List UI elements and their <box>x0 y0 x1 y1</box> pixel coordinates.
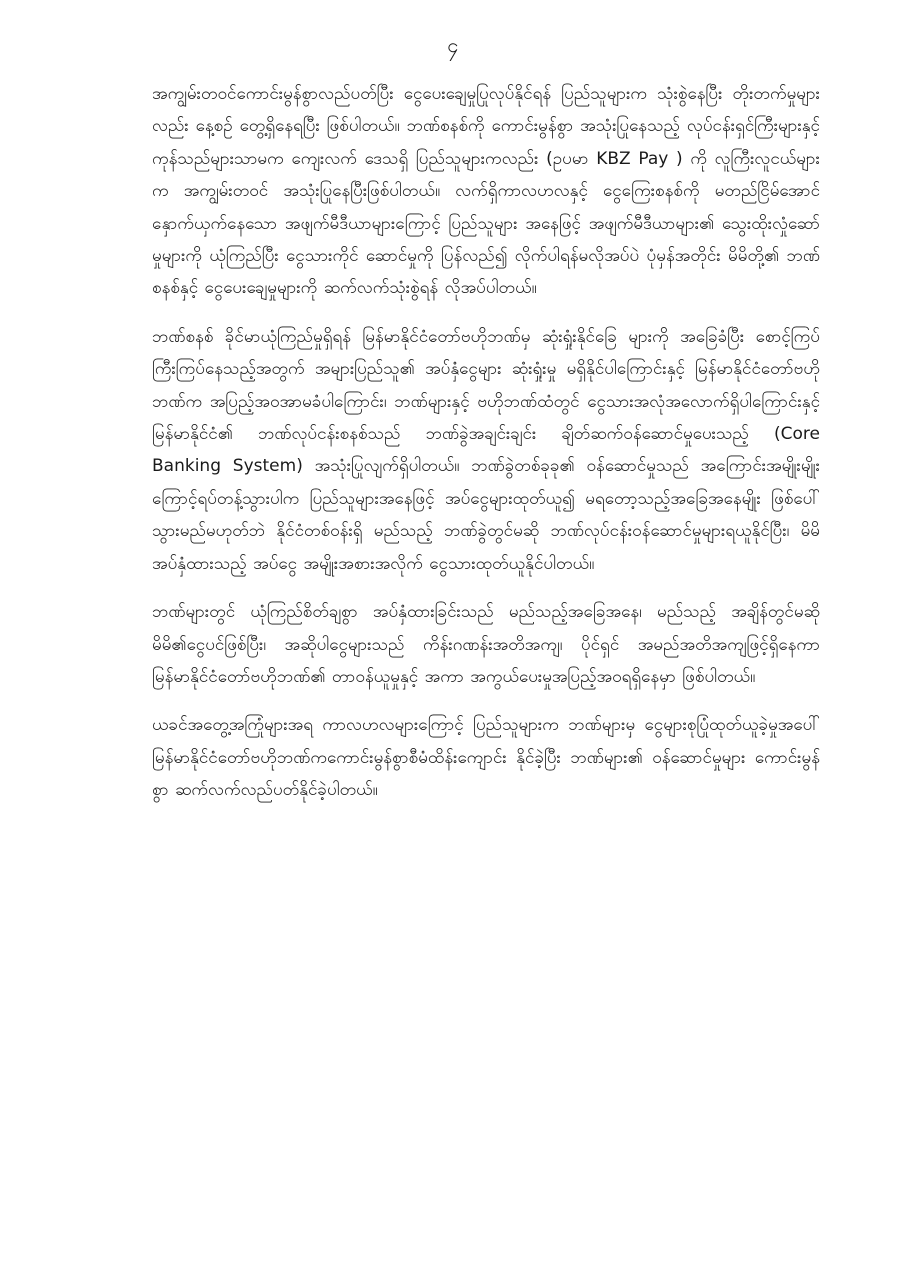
document-body <box>152 78 820 823</box>
paragraph-1: အကျွမ်းတဝင်ကောင်းမွန်စွာလည်ပတ်ပြီး ငွေပေးချေမှုပြုလုပ်နိုင်ရန် ပြည်သူများက သုံးစွဲနေပြီး တိုးတက်မှုများလည်း နေ့စဉ် တွေ့ရှိနေရပြီး ဖြစ်ပါတယ်။ ဘဏ်စနစ်ကို ကောင်းမွန်စွာ အသုံးပြုနေသည့် လုပ်ငန်းရှင်ကြီးများနှင့် ကုန်သည်များသာမက ကျေးလက် ဒေသရှိ ပြည်သူများကလည်း (ဥပမာ KBZ Pay ) ကို လူကြီးလူငယ်များက အကျွမ်းတဝင် အသုံးပြုနေပြီးဖြစ်ပါတယ်။ လက်ရှိကာလဟလနှင့် ငွေကြေးစနစ်ကို မတည်ငြိမ်အောင် နှောက်ယှက်နေသော အဖျက်မီဒီယာများကြောင့် ပြည်သူများ အနေဖြင့် အဖျက်မီဒီယာများ၏ သွေးထိုးလှုံဆော်မှုများကို ယုံကြည်ပြီး ငွေသားကိုင် ဆောင်မှုကို ပြန်လည်၍ လိုက်ပါရန်မလိုအပ်ပဲ ပုံမှန်အတိုင်း မိမိတို့၏ ဘဏ်စနစ်နှင့် ငွေပေးချေမှုများကို ဆက်လက်သုံးစွဲရန် လိုအပ်ပါတယ်။ <box>152 84 820 299</box>
paragraph-3: ဘဏ်များတွင် ယုံကြည်စိတ်ချစွာ အပ်နှံထားခြင်းသည် မည်သည့်အခြေအနေ၊ မည်သည့် အချိန်တွင်မဆို မိမိ၏ငွေပင်ဖြစ်ပြီး၊ အဆိုပါငွေများသည် ကိန်းဂဏန်းအတိအကျ၊ ပိုင်ရှင် အမည်အတိအကျဖြင့်ရှိနေကာ မြန်မာနိုင်ငံတော်ဗဟိုဘဏ်၏ တာဝန်ယူမှုနှင့် အကာ အကွယ်ပေးမှုအပြည့်အဝရရှိနေမှာ ဖြစ်ပါတယ်။ <box>152 602 820 687</box>
page-number: ၄ <box>447 33 459 57</box>
paragraph-2: ဘဏ်စနစ် ခိုင်မာယုံကြည်မှုရှိရန် မြန်မာနိုင်ငံတော်ဗဟိုဘဏ်မှ ဆုံးရှုံးနိုင်ခြေ များကို အခြေခံပြီး စောင့်ကြပ်ကြီးကြပ်နေသည့်အတွက် အများပြည်သူ၏ အပ်နှံငွေများ ဆုံးရှုံးမှု မရှိနိုင်ပါကြောင်းနှင့် မြန်မာနိုင်ငံတော်ဗဟိုဘဏ်က အပြည့်အဝအာမခံပါကြောင်း၊ ဘဏ်များနှင့် ဗဟိုဘဏ်ထံတွင် ငွေသားအလုံအလောက်ရှိပါကြောင်းနှင့် မြန်မာနိုင်ငံ၏ ဘဏ်လုပ်ငန်းစနစ်သည် ဘဏ်ခွဲအချင်းချင်း ချိတ်ဆက်ဝန်ဆောင်မှုပေးသည့် (Core Banking System) အသုံးပြုလျက်ရှိပါတယ်။ ဘဏ်ခွဲတစ်ခုခု၏ ဝန်ဆောင်မှုသည် အကြောင်းအမျိုးမျိုးကြောင့်ရပ်တန့်သွားပါက ပြည်သူများအနေဖြင့် အပ်ငွေများထုတ်ယူ၍ မရတော့သည့်အခြေအနေမျိုး ဖြစ်ပေါ်သွားမည်မဟုတ်ဘဲ နိုင်ငံတစ်ဝန်းရှိ မည်သည့် ဘဏ်ခွဲတွင်မဆို ဘဏ်လုပ်ငန်းဝန်ဆောင်မှုများရယူနိုင်ပြီး၊ မိမိအပ်နှံထားသည့် အပ်ငွေ အမျိုးအစားအလိုက် ငွေသားထုတ်ယူနိုင်ပါတယ်။ <box>152 326 820 574</box>
paragraph-4: ယခင်အတွေ့အကြုံများအရ ကာလဟလများကြောင့် ပြည်သူများက ဘဏ်များမှ ငွေများစုပြုံထုတ်ယူခဲ့မှုအပေါ် မြန်မာနိုင်ငံတော်ဗဟိုဘဏ်ကကောင်းမွန်စွာစီမံထိန်းကျောင်း နိုင်ခဲ့ပြီး ဘဏ်များ၏ ဝန်ဆောင်မှုများ ကောင်းမွန်စွာ ဆက်လက်လည်ပတ်နိုင်ခဲ့ပါတယ်။ <box>152 715 820 801</box>
